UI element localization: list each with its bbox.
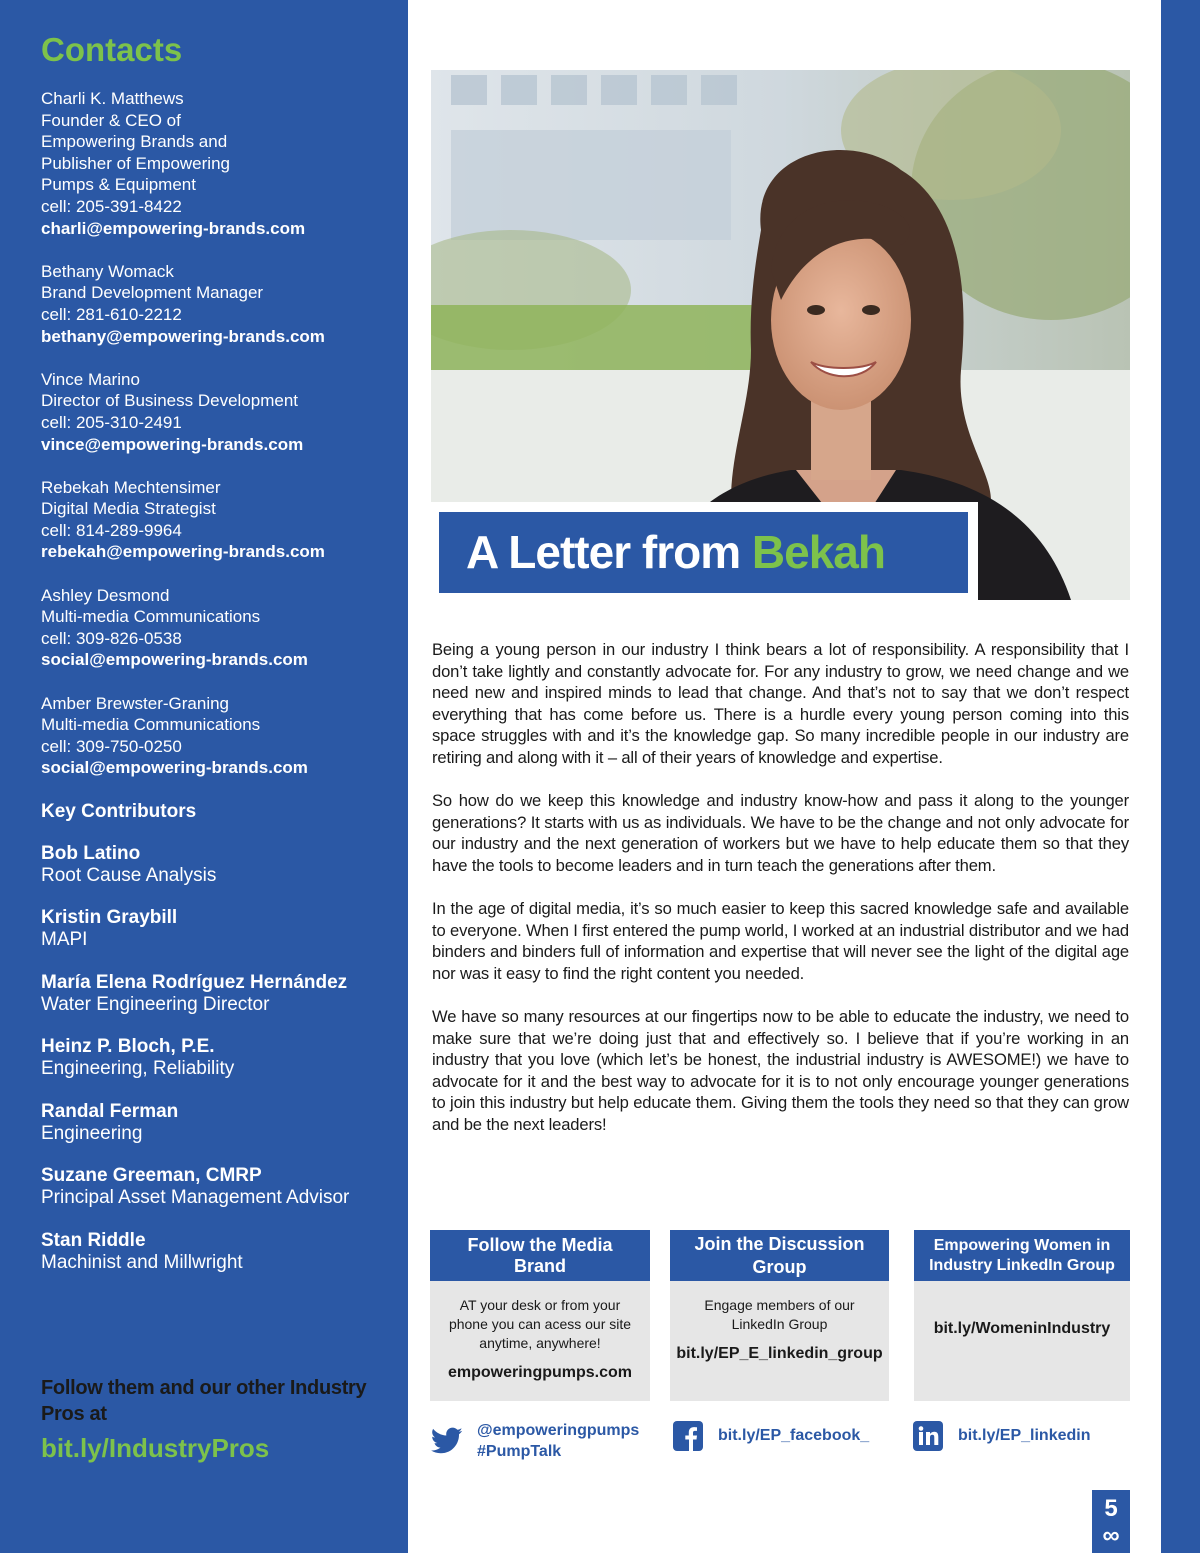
- card-body: [430, 1281, 650, 1383]
- contacts-sidebar: [0, 0, 408, 1553]
- contact-title-line: Multi-media Communications: [41, 607, 261, 627]
- contact-email-link[interactable]: rebekah@empowering-brands.com: [41, 542, 325, 562]
- follow-industry-pros: [41, 1375, 371, 1465]
- contact-entry: [41, 369, 408, 455]
- card-heading: Empowering Women in Industry LinkedIn Group: [914, 1230, 1130, 1281]
- contact-phone: cell: 281-610-2212: [41, 304, 182, 324]
- contributor-entry: [41, 1036, 408, 1080]
- page-number-badge: [1092, 1490, 1130, 1553]
- contributor-name: María Elena Rodríguez Hernández: [41, 971, 348, 993]
- contact-email-link[interactable]: social@empowering-brands.com: [41, 758, 308, 778]
- title-accent: Bekah: [751, 526, 885, 578]
- card-description: Engage members of our LinkedIn Group: [704, 1297, 855, 1332]
- title-prefix: A Letter from: [466, 526, 752, 578]
- contact-title-line: Director of Business Development: [41, 391, 299, 411]
- contributor-entry: [41, 843, 408, 887]
- contact-name: Vince Marino: [41, 369, 140, 389]
- contact-phone: cell: 205-310-2491: [41, 412, 182, 432]
- contributor-entry: [41, 907, 408, 951]
- contributor-entry: [41, 972, 408, 1016]
- contact-phone: cell: 309-826-0538: [41, 628, 182, 648]
- follow-text-line: Follow them and our other Industry: [41, 1377, 367, 1399]
- letter-paragraph: So how do we keep this knowledge and industry know-how and pass it along to the younger generations? It starts with us as individuals. We have to be the change and not only advocate for our industry and the next generation of workers but we have to help educate them so that they have the tools to become leaders and in turn teach the generations after them.: [432, 791, 1129, 875]
- contributor-entry: [41, 1230, 408, 1274]
- contact-title-line: Pumps & Equipment: [41, 175, 196, 195]
- contact-entry: [41, 693, 408, 779]
- contributor-role: MAPI: [41, 929, 88, 951]
- contact-phone: cell: 814-289-9964: [41, 520, 182, 540]
- facebook-link[interactable]: [672, 1420, 869, 1452]
- contributor-name: Heinz P. Bloch, P.E.: [41, 1036, 215, 1058]
- contact-email-link[interactable]: charli@empowering-brands.com: [41, 218, 306, 238]
- contributor-name: Suzane Greeman, CMRP: [41, 1165, 262, 1187]
- contact-name: Ashley Desmond: [41, 585, 170, 605]
- contact-email-link[interactable]: bethany@empowering-brands.com: [41, 326, 325, 346]
- linkedin-icon: [912, 1420, 944, 1452]
- empoweringpumps-link[interactable]: empoweringpumps.com: [447, 1364, 633, 1381]
- contact-entry: [41, 88, 408, 239]
- facebook-url: bit.ly/EP_facebook_: [718, 1427, 870, 1444]
- contact-name: Charli K. Matthews: [41, 89, 184, 108]
- page-title: [466, 521, 885, 583]
- contributor-role: Root Cause Analysis: [41, 864, 217, 886]
- contributor-role: Water Engineering Director: [41, 993, 270, 1015]
- twitter-hashtag: #PumpTalk: [477, 1443, 562, 1460]
- women-in-industry-card: [914, 1230, 1130, 1401]
- contributor-name: Stan Riddle: [41, 1229, 146, 1251]
- linkedin-group-link[interactable]: bit.ly/EP_E_linkedin_group: [676, 1345, 883, 1362]
- contributor-entry: [41, 1165, 408, 1209]
- linkedin-url: bit.ly/EP_linkedin: [958, 1427, 1091, 1444]
- contributor-name: Kristin Graybill: [41, 907, 178, 929]
- contact-title-line: Multi-media Communications: [41, 715, 261, 735]
- follow-text-line: Pros at: [41, 1403, 107, 1425]
- contributor-role: Engineering, Reliability: [41, 1058, 235, 1080]
- contact-name: Bethany Womack: [41, 261, 174, 281]
- women-in-industry-link[interactable]: bit.ly/WomeninIndustry: [933, 1320, 1111, 1337]
- industry-pros-link[interactable]: bit.ly/IndustryPros: [41, 1433, 270, 1463]
- contributor-entry: [41, 1101, 408, 1145]
- contact-email-link[interactable]: vince@empowering-brands.com: [41, 434, 304, 454]
- letter-paragraph: We have so many resources at our fingertips now to be able to educate the industry, we need to make sure that we’re doing just that and effectively so. I believe that if you’re working in an industry that you love (which let’s be honest, the industrial industry is AWESOME!) we have to advocate for it and the best way to advocate for it is to not only encourage younger generations to join this industry but help educate them. Giving them the tools they need so that they can grow and be the next leaders!: [432, 1007, 1129, 1135]
- facebook-icon: [672, 1420, 704, 1452]
- twitter-icon: [431, 1425, 463, 1457]
- contributor-name: Randal Ferman: [41, 1100, 179, 1122]
- discussion-group-card: [670, 1230, 889, 1401]
- contact-phone: cell: 309-750-0250: [41, 736, 182, 756]
- card-body: [670, 1281, 889, 1364]
- card-description: AT your desk or from your phone you can acess our site anytime, anywhere!: [448, 1297, 632, 1351]
- contributor-role: Engineering: [41, 1122, 143, 1144]
- contact-title-line: Empowering Brands and: [41, 132, 228, 152]
- contributor-role: Machinist and Millwright: [41, 1251, 243, 1273]
- twitter-handle: @empoweringpumps: [477, 1422, 640, 1439]
- infinity-icon: ∞: [1102, 1522, 1120, 1549]
- right-edge-bar: [1161, 0, 1200, 1553]
- contact-email-link[interactable]: social@empowering-brands.com: [41, 650, 308, 670]
- contacts-title: Contacts: [41, 31, 183, 68]
- page-number: 5: [1104, 1495, 1118, 1522]
- contact-entry: [41, 477, 408, 563]
- card-heading: Join the Discussion Group: [670, 1230, 889, 1281]
- contact-name: Rebekah Mechtensimer: [41, 477, 221, 497]
- contact-name: Amber Brewster-Graning: [41, 693, 230, 713]
- letter-paragraph: In the age of digital media, it’s so much easier to keep this sacred knowledge safe and available to everyone. When I first entered the pump world, I worked at an industrial distributor and we had binders and binders full of information and expertise that will never see the light of the digital age nor was it easy to find the right content you needed.: [432, 899, 1129, 983]
- contact-entry: [41, 261, 408, 347]
- contact-title-line: Digital Media Strategist: [41, 499, 216, 519]
- key-contributors-title: Key Contributors: [41, 800, 197, 822]
- linkedin-link[interactable]: [912, 1420, 1090, 1452]
- contact-entry: [41, 585, 408, 671]
- contact-title-line: Brand Development Manager: [41, 283, 264, 303]
- contact-phone: cell: 205-391-8422: [41, 196, 182, 216]
- media-brand-card: [430, 1230, 650, 1401]
- twitter-link[interactable]: [431, 1420, 639, 1462]
- card-heading: Follow the Media Brand: [430, 1230, 650, 1281]
- contributor-role: Principal Asset Management Advisor: [41, 1187, 350, 1209]
- contact-title-line: Founder & CEO of: [41, 110, 181, 130]
- contact-title-line: Publisher of Empowering: [41, 153, 230, 173]
- letter-body: [432, 639, 1129, 1157]
- twitter-text: [477, 1420, 639, 1462]
- letter-paragraph: Being a young person in our industry I think bears a lot of responsibility. A responsibility that I don’t take lightly and constantly advocate for. For any industry to grow, we need change and we need new and inspired minds to lead that change. And that’s not to say that we don’t respect everything that has come before us. There is a hurdle every young person coming into this space struggles with and it’s the knowledge gap. So many incredible people in our industry are retiring and along with it – all of their years of knowledge and expertise.: [432, 640, 1129, 767]
- card-body: [914, 1319, 1130, 1339]
- contributor-name: Bob Latino: [41, 842, 141, 864]
